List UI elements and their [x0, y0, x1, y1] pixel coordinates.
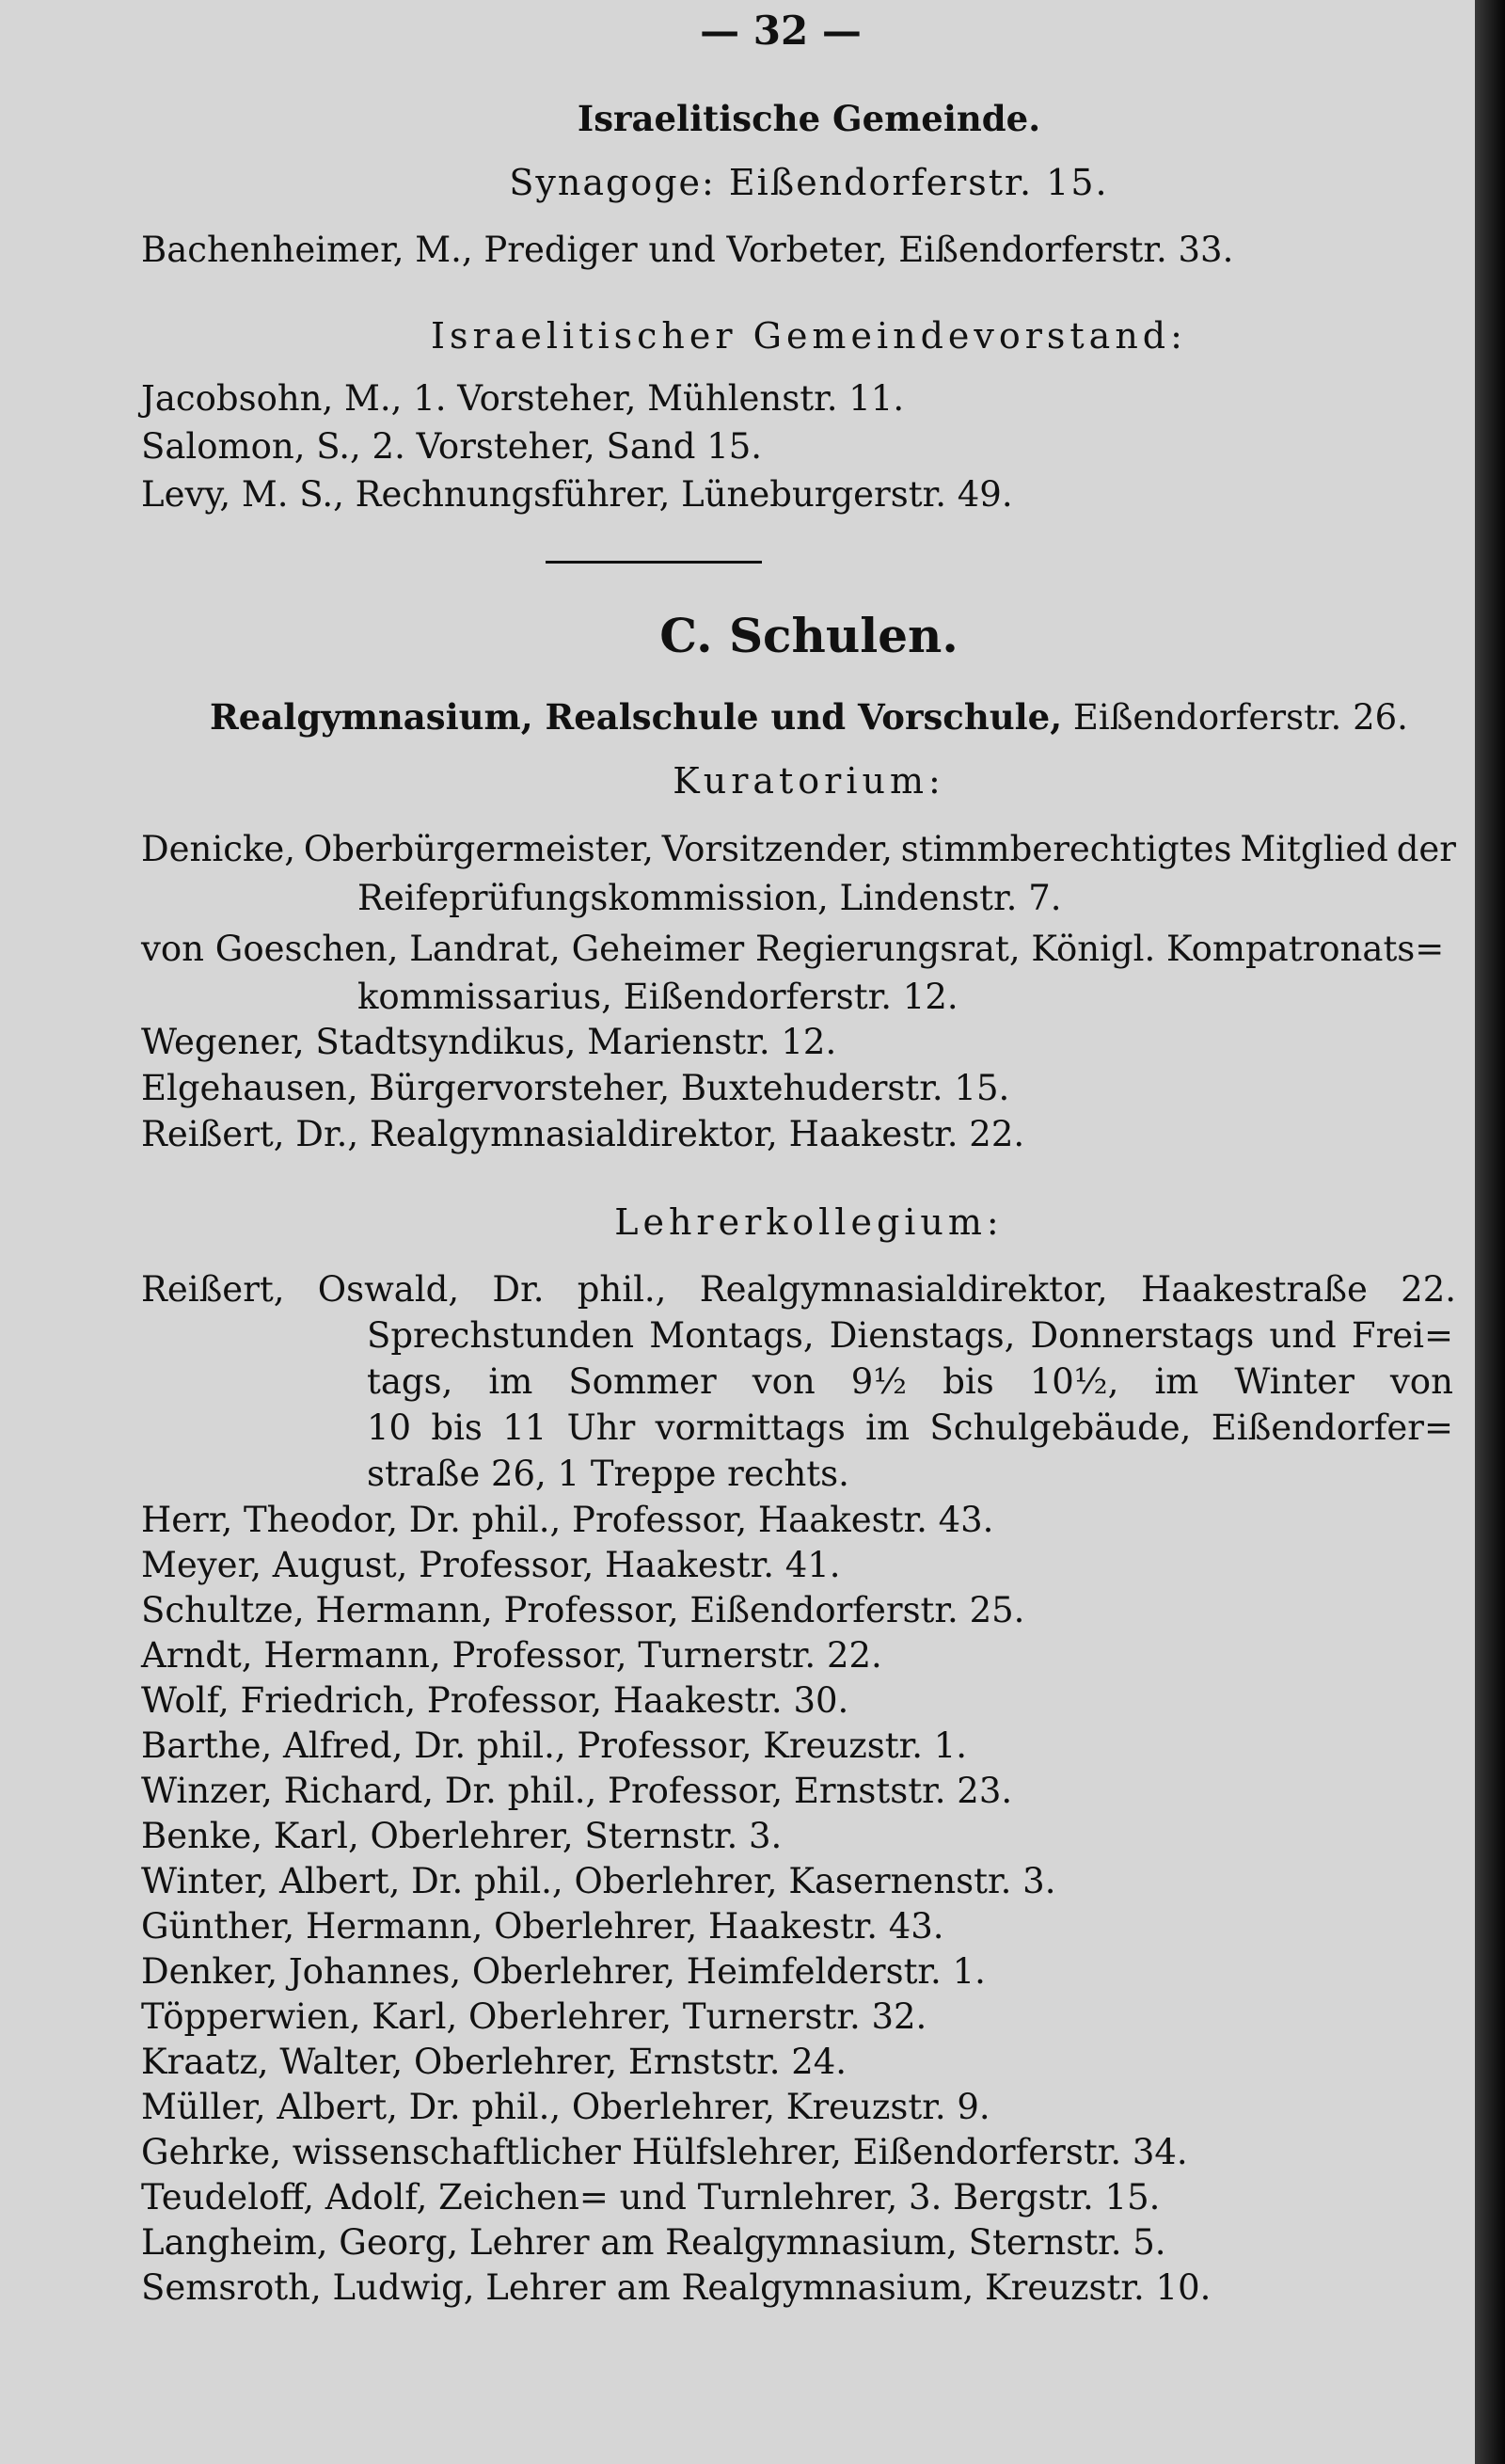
israelite-section-title: Israelitische Gemeinde. [577, 98, 1041, 139]
word: Donnerstags [1030, 1315, 1255, 1356]
word: Schulgebäude, [929, 1407, 1192, 1448]
word: von [752, 1361, 816, 1402]
teacher-entry: Kraatz, Walter, Oberlehrer, Ernststr. 24. [141, 2042, 848, 2082]
word: im [488, 1361, 533, 1402]
teacher-entry: Arndt, Hermann, Professor, Turnerstr. 22. [141, 1635, 882, 1676]
word: Sprechstunden [367, 1315, 635, 1356]
director-line-4 [367, 1404, 1453, 1452]
word: Uhr [566, 1407, 636, 1448]
word: Dr. [492, 1269, 545, 1310]
word: Eißendorfer= [1211, 1407, 1453, 1448]
word: phil., [577, 1269, 667, 1310]
teacher-entry: Schultze, Hermann, Professor, Eißendorferstr. 25. [141, 1590, 1025, 1630]
word: 10 [367, 1407, 412, 1448]
word: tags, [367, 1361, 453, 1402]
word: Dienstags, [829, 1315, 1016, 1356]
curatorium-heading: Kuratorium: [673, 760, 945, 802]
director-line-2 [367, 1311, 1453, 1359]
teacher-entry: Semsroth, Ludwig, Lehrer am Realgymnasium, Kreuzstr. 10. [141, 2267, 1212, 2308]
director-line-1 [141, 1265, 1456, 1313]
curatorium-line-5: Reißert, Dr., Realgymnasialdirektor, Haakestr. 22. [141, 1114, 1025, 1154]
word: bis [431, 1407, 483, 1448]
curatorium-line-1b: Reifeprüfungskommission, Lindenstr. 7. [357, 878, 1062, 918]
board-member-1: Jacobsohn, M., 1. Vorsteher, Mühlenstr. 11. [141, 378, 905, 419]
word: Realgymnasialdirektor, [699, 1269, 1108, 1310]
word: 11 [502, 1407, 547, 1448]
teacher-entry: Winzer, Richard, Dr. phil., Professor, Ernststr. 23. [141, 1771, 1013, 1811]
teacher-entry: Barthe, Alfred, Dr. phil., Professor, Kreuzstr. 1. [141, 1725, 968, 1766]
word: Montags, [649, 1315, 815, 1356]
board-heading: Israelitischer Gemeindevorstand: [431, 315, 1187, 357]
word: Frei= [1351, 1315, 1453, 1356]
teacher-entry: Herr, Theodor, Dr. phil., Professor, Haakestr. 43. [141, 1500, 994, 1540]
curatorium-line-2: von Goeschen, Landrat, Geheimer Regierungsrat, Königl. Kompatronats= [141, 929, 1445, 969]
teacher-entry: Töpperwien, Karl, Oberlehrer, Turnerstr. 32. [141, 1996, 927, 2037]
word: Winter [1234, 1361, 1354, 1402]
word: Mitglied [1240, 829, 1388, 869]
word: vormittags [655, 1407, 846, 1448]
word: 10½, [1029, 1361, 1119, 1402]
teacher-entry: Müller, Albert, Dr. phil., Oberlehrer, Kreuzstr. 9. [141, 2087, 990, 2127]
school-name: Realgymnasium, Realschule und Vorschule, [210, 696, 1063, 738]
section-divider [546, 561, 762, 564]
synagogue-line: Synagoge: Eißendorferstr. 15. [509, 162, 1109, 203]
curatorium-line-1 [141, 825, 1456, 873]
school-name-line [141, 693, 1475, 741]
word: bis [943, 1361, 994, 1402]
word: Sommer [568, 1361, 717, 1402]
word: Reißert, [141, 1269, 285, 1310]
teacher-entry: Denker, Johannes, Oberlehrer, Heimfelderstr. 1. [141, 1951, 986, 1992]
word: 22. [1401, 1269, 1456, 1310]
teacher-entry: Winter, Albert, Dr. phil., Oberlehrer, Kasernenstr. 3. [141, 1861, 1056, 1901]
staff-heading: Lehrerkollegium: [614, 1201, 1004, 1243]
director-line-3 [367, 1358, 1453, 1406]
curatorium-line-2b: kommissarius, Eißendorferstr. 12. [357, 977, 958, 1017]
schools-section-title: C. Schulen. [659, 608, 958, 663]
teacher-entry: Meyer, August, Professor, Haakestr. 41. [141, 1545, 841, 1585]
teacher-entry: Teudeloff, Adolf, Zeichen= und Turnlehrer, 3. Bergstr. 15. [141, 2177, 1161, 2218]
word: Oswald, [317, 1269, 460, 1310]
word: im [1154, 1361, 1199, 1402]
word: von [1389, 1361, 1453, 1402]
curatorium-line-3: Wegener, Stadtsyndikus, Marienstr. 12. [141, 1022, 837, 1062]
word: 9½ [850, 1361, 908, 1402]
curatorium-line-4: Elgehausen, Bürgervorsteher, Buxtehuderstr. 15. [141, 1068, 1010, 1108]
word: und [1269, 1315, 1337, 1356]
page-number: — 32 — [700, 8, 862, 54]
word: Oberbürgermeister, [303, 829, 654, 869]
word: der [1396, 829, 1456, 869]
teacher-entry: Günther, Hermann, Oberlehrer, Haakestr. 43. [141, 1906, 944, 1947]
board-member-2: Salomon, S., 2. Vorsteher, Sand 15. [141, 426, 763, 467]
teacher-entry: Benke, Karl, Oberlehrer, Sternstr. 3. [141, 1816, 783, 1856]
word: Haakestraße [1140, 1269, 1368, 1310]
word: stimmberechtigtes [900, 829, 1232, 869]
page-edge-shadow [1475, 0, 1505, 2464]
board-member-3: Levy, M. S., Rechnungsführer, Lüneburgerstr. 49. [141, 474, 1013, 515]
school-address: Eißendorferstr. 26. [1062, 697, 1408, 738]
word: Denicke, [141, 829, 296, 869]
teacher-entry: Wolf, Friedrich, Professor, Haakestr. 30. [141, 1680, 849, 1721]
teacher-entry: Gehrke, wissenschaftlicher Hülfslehrer, Eißendorferstr. 34. [141, 2132, 1188, 2172]
word: im [865, 1407, 911, 1448]
teacher-entry: Langheim, Georg, Lehrer am Realgymnasium, Sternstr. 5. [141, 2222, 1166, 2263]
director-line-5: straße 26, 1 Treppe rechts. [367, 1454, 849, 1494]
word: Vorsitzender, [661, 829, 893, 869]
preacher-line: Bachenheimer, M., Prediger und Vorbeter, Eißendorferstr. 33. [141, 230, 1234, 270]
